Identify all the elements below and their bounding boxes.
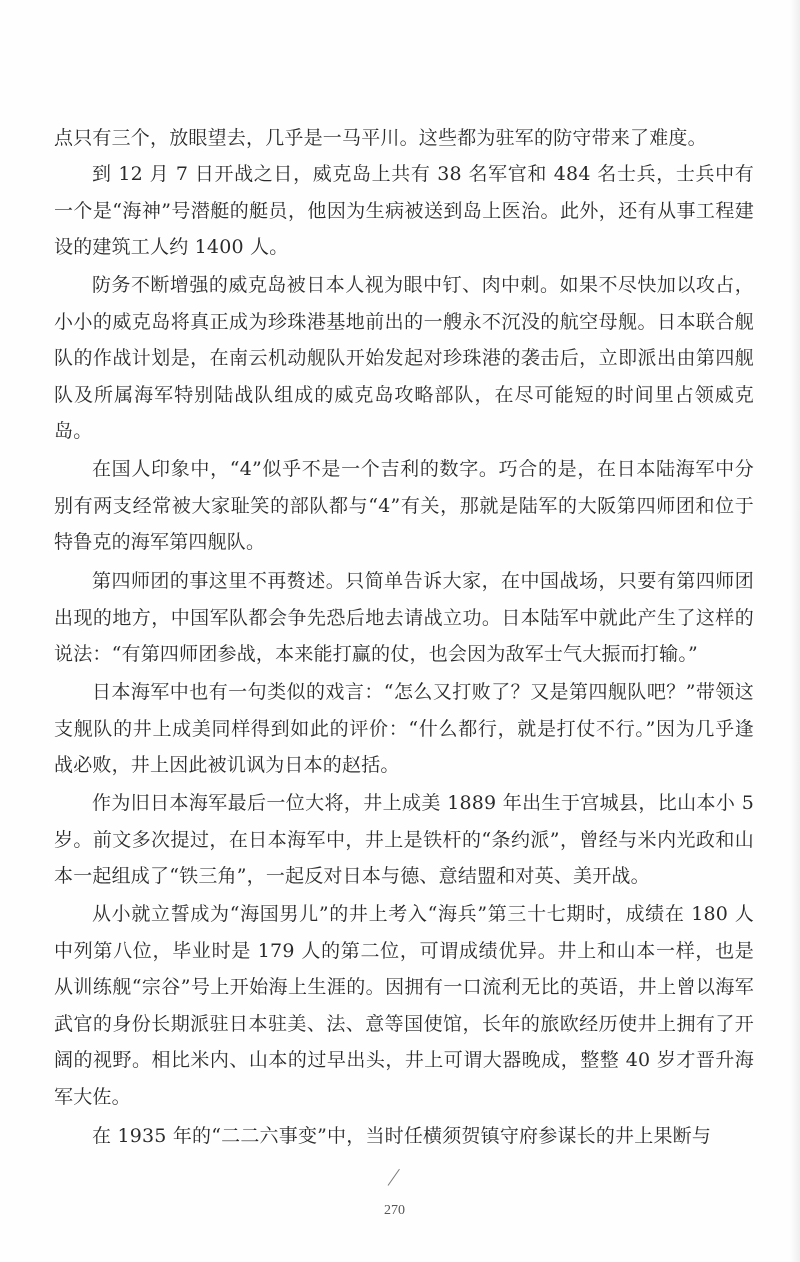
page-number: 270	[384, 1203, 405, 1218]
paragraph-1: 点只有三个，放眼望去，几乎是一马平川。这些都为驻军的防守带来了难度。	[54, 127, 707, 149]
page-mark-stroke	[388, 1169, 400, 1186]
paragraph-3: 防务不断增强的威克岛被日本人视为眼中钉、肉中刺。如果不尽快加以攻占，小小的威克岛将真正成为珍珠港基地前出的一艘永不沉没的航空母舰。日本联合舰队的作战计划是，在南云机动舰队开始发起对珍珠港的袭击后，立即派出由第四舰队及所属海军特别陆战队组成的威克岛攻略部队，在尽可能短的时间里占领威克岛。	[54, 274, 754, 443]
paragraph-7: 作为旧日本海军最后一位大将，井上成美 1889 年出生于宫城县，比山本小 5 岁。前文多次提过，在日本海军中，井上是铁杆的“条约派”，曾经与米内光政和山本一起组成了“铁三角”，一起反对日本与德、意结盟和对英、美开战。	[54, 792, 754, 888]
paragraph-4: 在国人印象中，“4”似乎不是一个吉利的数字。巧合的是，在日本陆海军中分别有两支经常被大家耻笑的部队都与“4”有关，那就是陆军的大阪第四师团和位于特鲁克的海军第四舰队。	[54, 458, 754, 554]
paragraph-5: 第四师团的事这里不再赘述。只简单告诉大家，在中国战场，只要有第四师团出现的地方，中国军队都会争先恐后地去请战立功。日本陆军中就此产生了这样的说法：“有第四师团参战，本来能打赢的仗，也会因为敌军士气大振而打输。”	[54, 570, 754, 666]
paragraph-9: 在 1935 年的“二二六事变”中，当时任横须贺镇守府参谋长的井上果断与	[92, 1125, 712, 1147]
paragraph-6: 日本海军中也有一句类似的戏言：“怎么又打败了？又是第四舰队吧？”带领这支舰队的井上成美同样得到如此的评价：“什么都行，就是打仗不行。”因为几乎逢战必败，井上因此被讥讽为日本的赵括。	[54, 681, 754, 777]
paragraph-2: 到 12 月 7 日开战之日，威克岛上共有 38 名军官和 484 名士兵，士兵中有一个是“海神”号潜艇的艇员，他因为生病被送到岛上医治。此外，还有从事工程建设的建筑工人约 1400 人。	[54, 163, 754, 259]
paragraph-8: 从小就立誓成为“海国男儿”的井上考入“海兵”第三十七期时，成绩在 180 人中列第八位，毕业时是 179 人的第二位，可谓成绩优异。井上和山本一样，也是从训练舰“宗谷”号上开始海上生涯的。因拥有一口流利无比的英语，井上曾以海军武官的身份长期派驻日本驻美、法、意等国使馆，长年的旅欧经历使井上拥有了开阔的视野。相比米内、山本的过早出头，井上可谓大器晚成，整整 40 岁才晋升海军大佐。	[54, 903, 754, 1108]
